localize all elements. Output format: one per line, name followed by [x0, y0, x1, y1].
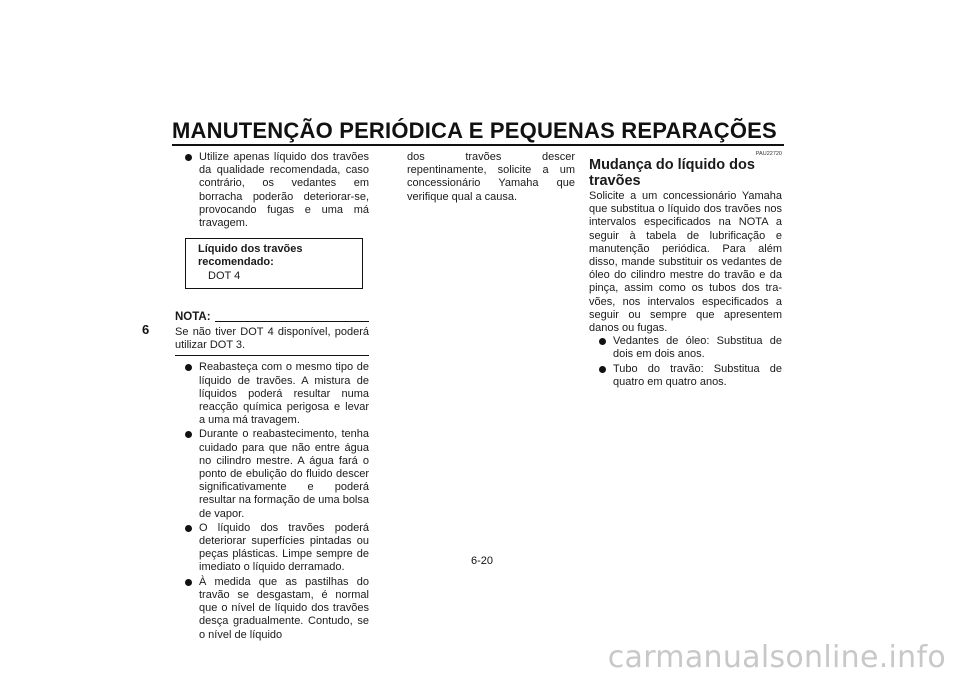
- bullet-icon: [185, 431, 192, 438]
- section-paragraph: Solicite a um concessionário Yamaha que substitua o líquido dos travões nos intervalos especificados na NOTA a seguir à tabela de lubrificação e manutenção periódica. Para além disso, mande substituir os vedantes de óleo do cilindro mestre do travão e da pinça, assim como os tubos dos travões, nos intervalos especificados a seguir ou sempre que apresentem danos ou fugas.: [589, 190, 782, 335]
- page-title: MANUTENÇÃO PERIÓDICA E PEQUENAS REPARAÇÕES: [172, 118, 777, 143]
- list-item-text: Reabasteça com o mesmo tipo de líquido de travões. A mistura de líquidos poderá resultar numa reacção química perigosa e levar a uma má travagem.: [199, 361, 369, 427]
- list-item-text: Durante o reabastecimento, tenha cuidado para que não entre água no cilindro mestre. A água fará o ponto de ebulição do fluido descer significativamente e poderá resultar na formação de uma bolsa de vapor.: [199, 428, 369, 520]
- list-item: [589, 335, 782, 361]
- list-item-text: Tubo do travão: Substitua de quatro em quatro anos.: [613, 362, 782, 388]
- list-item: [175, 151, 369, 230]
- nota-label: NOTA:: [175, 310, 211, 323]
- column-3: [589, 151, 782, 390]
- bullet-icon: [599, 338, 606, 345]
- bullet-icon: [185, 525, 192, 532]
- bullet-list-top: [175, 151, 369, 230]
- section-code: PAU22720: [755, 151, 782, 157]
- nota-end-rule: [175, 355, 369, 356]
- list-item: [175, 361, 369, 427]
- bullet-icon: [599, 366, 606, 373]
- spec-box: [185, 238, 363, 289]
- spec-title: Líquido dos travões recomendado:: [198, 243, 303, 269]
- list-item-text: Utilize apenas líquido dos travões da qualidade recomendada, caso contrário, os vedantes em borracha poderão deteriorar-se, provocando fugas e uma má travagem.: [199, 151, 369, 230]
- list-item-text: O líquido dos travões poderá deteriorar superfícies pintadas ou peças plásticas. Limpe sempre de imediato o líquido derramado.: [199, 521, 369, 574]
- chapter-tab: 6: [142, 322, 150, 337]
- bullet-icon: [185, 154, 192, 161]
- page-number: 6-20: [470, 555, 494, 567]
- list-item: [589, 363, 782, 389]
- header-rule: [172, 144, 784, 146]
- list-item-text: À medida que as pastilhas do travão se desgastam, é normal que o nível de líquido dos travões desça gradualmente. Contudo, se o nível de líquido: [199, 575, 369, 641]
- bullet-list-bottom: [175, 361, 369, 641]
- column-1: [175, 151, 369, 643]
- list-item: [175, 522, 369, 575]
- bullet-list-section: [589, 335, 782, 389]
- nota-heading: [175, 311, 369, 324]
- section-title: Mudança do líquido dos travões: [589, 157, 755, 189]
- continuation-text: dos travões descer repentinamente, solicite a um concessionário Yamaha que verifique qual a causa.: [407, 151, 575, 203]
- nota-text: Se não tiver DOT 4 disponível, poderá utilizar DOT 3.: [175, 326, 369, 352]
- list-item: [175, 576, 369, 642]
- list-item: [175, 428, 369, 520]
- column-2: [407, 151, 575, 204]
- bullet-icon: [185, 364, 192, 371]
- list-item-text: Vedantes de óleo: Substitua de dois em dois anos.: [613, 335, 782, 361]
- watermark: carmanualsonline.info: [607, 640, 946, 675]
- spec-value: DOT 4: [208, 269, 241, 282]
- nota-rule: [215, 321, 369, 322]
- bullet-icon: [185, 579, 192, 586]
